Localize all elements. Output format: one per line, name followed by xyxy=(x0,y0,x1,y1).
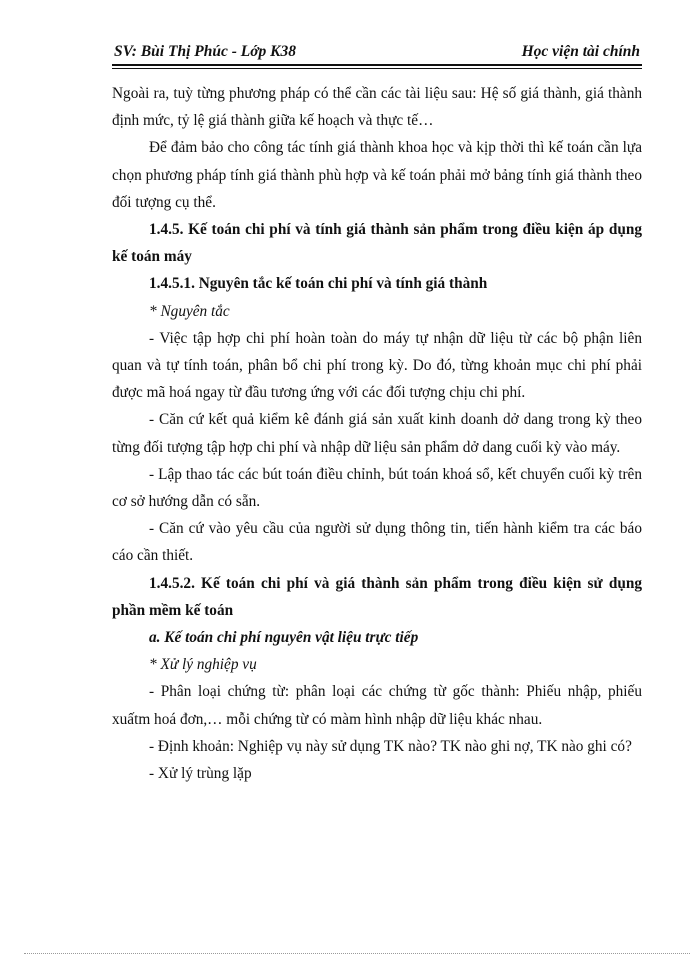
heading-1-4-5-2: 1.4.5.2. Kế toán chi phí và giá thành sản phẩm trong điều kiện sử dụng phần mềm kế toán xyxy=(112,574,642,619)
header-rule xyxy=(112,64,642,66)
bullet-adjustments: - Lập thao tác các bút toán điều chỉnh, bút toán khoá sổ, kết chuyển cuối kỳ trên cơ sở hướng dẫn có sẵn. xyxy=(112,465,642,511)
document-body xyxy=(112,80,642,787)
paragraph-costing-method: Để đảm bảo cho công tác tính giá thành khoa học và kịp thời thì kế toán cần lựa chọn phương pháp tính giá thành phù hợp và kế toán phải mở bảng tính giá thành theo đối tượng cụ thể. xyxy=(112,139,642,211)
bullet-account-entries: - Định khoản: Nghiệp vụ này sử dụng TK nào? TK nào ghi nợ, TK nào ghi có? xyxy=(149,737,632,755)
header-author: SV: Bùi Thị Phúc - Lớp K38 xyxy=(114,43,297,60)
bullet-voucher-classification: - Phân loại chứng từ: phân loại các chứng từ gốc thành: Phiếu nhập, phiếu xuấtm hoá đơn,… mỗi chứng từ có màm hình nhập dữ liệu khác nhau. xyxy=(112,683,642,728)
bullet-reports: - Căn cứ vào yêu cầu của người sử dụng thông tin, tiến hành kiểm tra các báo cáo cần thiết. xyxy=(112,520,642,565)
heading-1-4-5-1: 1.4.5.1. Nguyên tắc kế toán chi phí và tính giá thành xyxy=(149,275,488,293)
page-header xyxy=(112,40,642,66)
subheading-processing: * Xử lý nghiệp vụ xyxy=(149,656,257,674)
page-bottom-border xyxy=(24,953,690,954)
bullet-inventory: - Căn cứ kết quả kiểm kê đánh giá sản xuất kinh doanh dở dang trong kỳ theo từng đối tượng tập hợp chi phí và nhập dữ liệu sản phẩm dở dang cuối kỳ vào máy. xyxy=(112,411,642,456)
heading-direct-materials: a. Kế toán chi phí nguyên vật liệu trực tiếp xyxy=(149,629,419,647)
bullet-data-collection: - Việc tập hợp chi phí hoàn toàn do máy tự nhận dữ liệu từ các bộ phận liên quan và tự tính toán, phân bổ chi phí trong kỳ. Do đó, từng khoản mục chi phí phải được mã hoá ngay từ đầu tương ứng với các đối tượng chịu chi phí. xyxy=(112,329,642,402)
heading-1-4-5: 1.4.5. Kế toán chi phí và tính giá thành sản phẩm trong điều kiện áp dụng kế toán máy xyxy=(112,221,642,266)
bullet-duplicates: - Xử lý trùng lặp xyxy=(149,765,252,783)
header-institution: Học viện tài chính xyxy=(521,43,640,60)
subheading-principles: * Nguyên tắc xyxy=(149,302,230,320)
paragraph-intro: Ngoài ra, tuỳ từng phương pháp có thể cần các tài liệu sau: Hệ số giá thành, giá thành định mức, tỷ lệ giá thành giữa kế hoạch và thực tế… xyxy=(112,85,642,130)
header-rule-thin xyxy=(112,68,642,69)
